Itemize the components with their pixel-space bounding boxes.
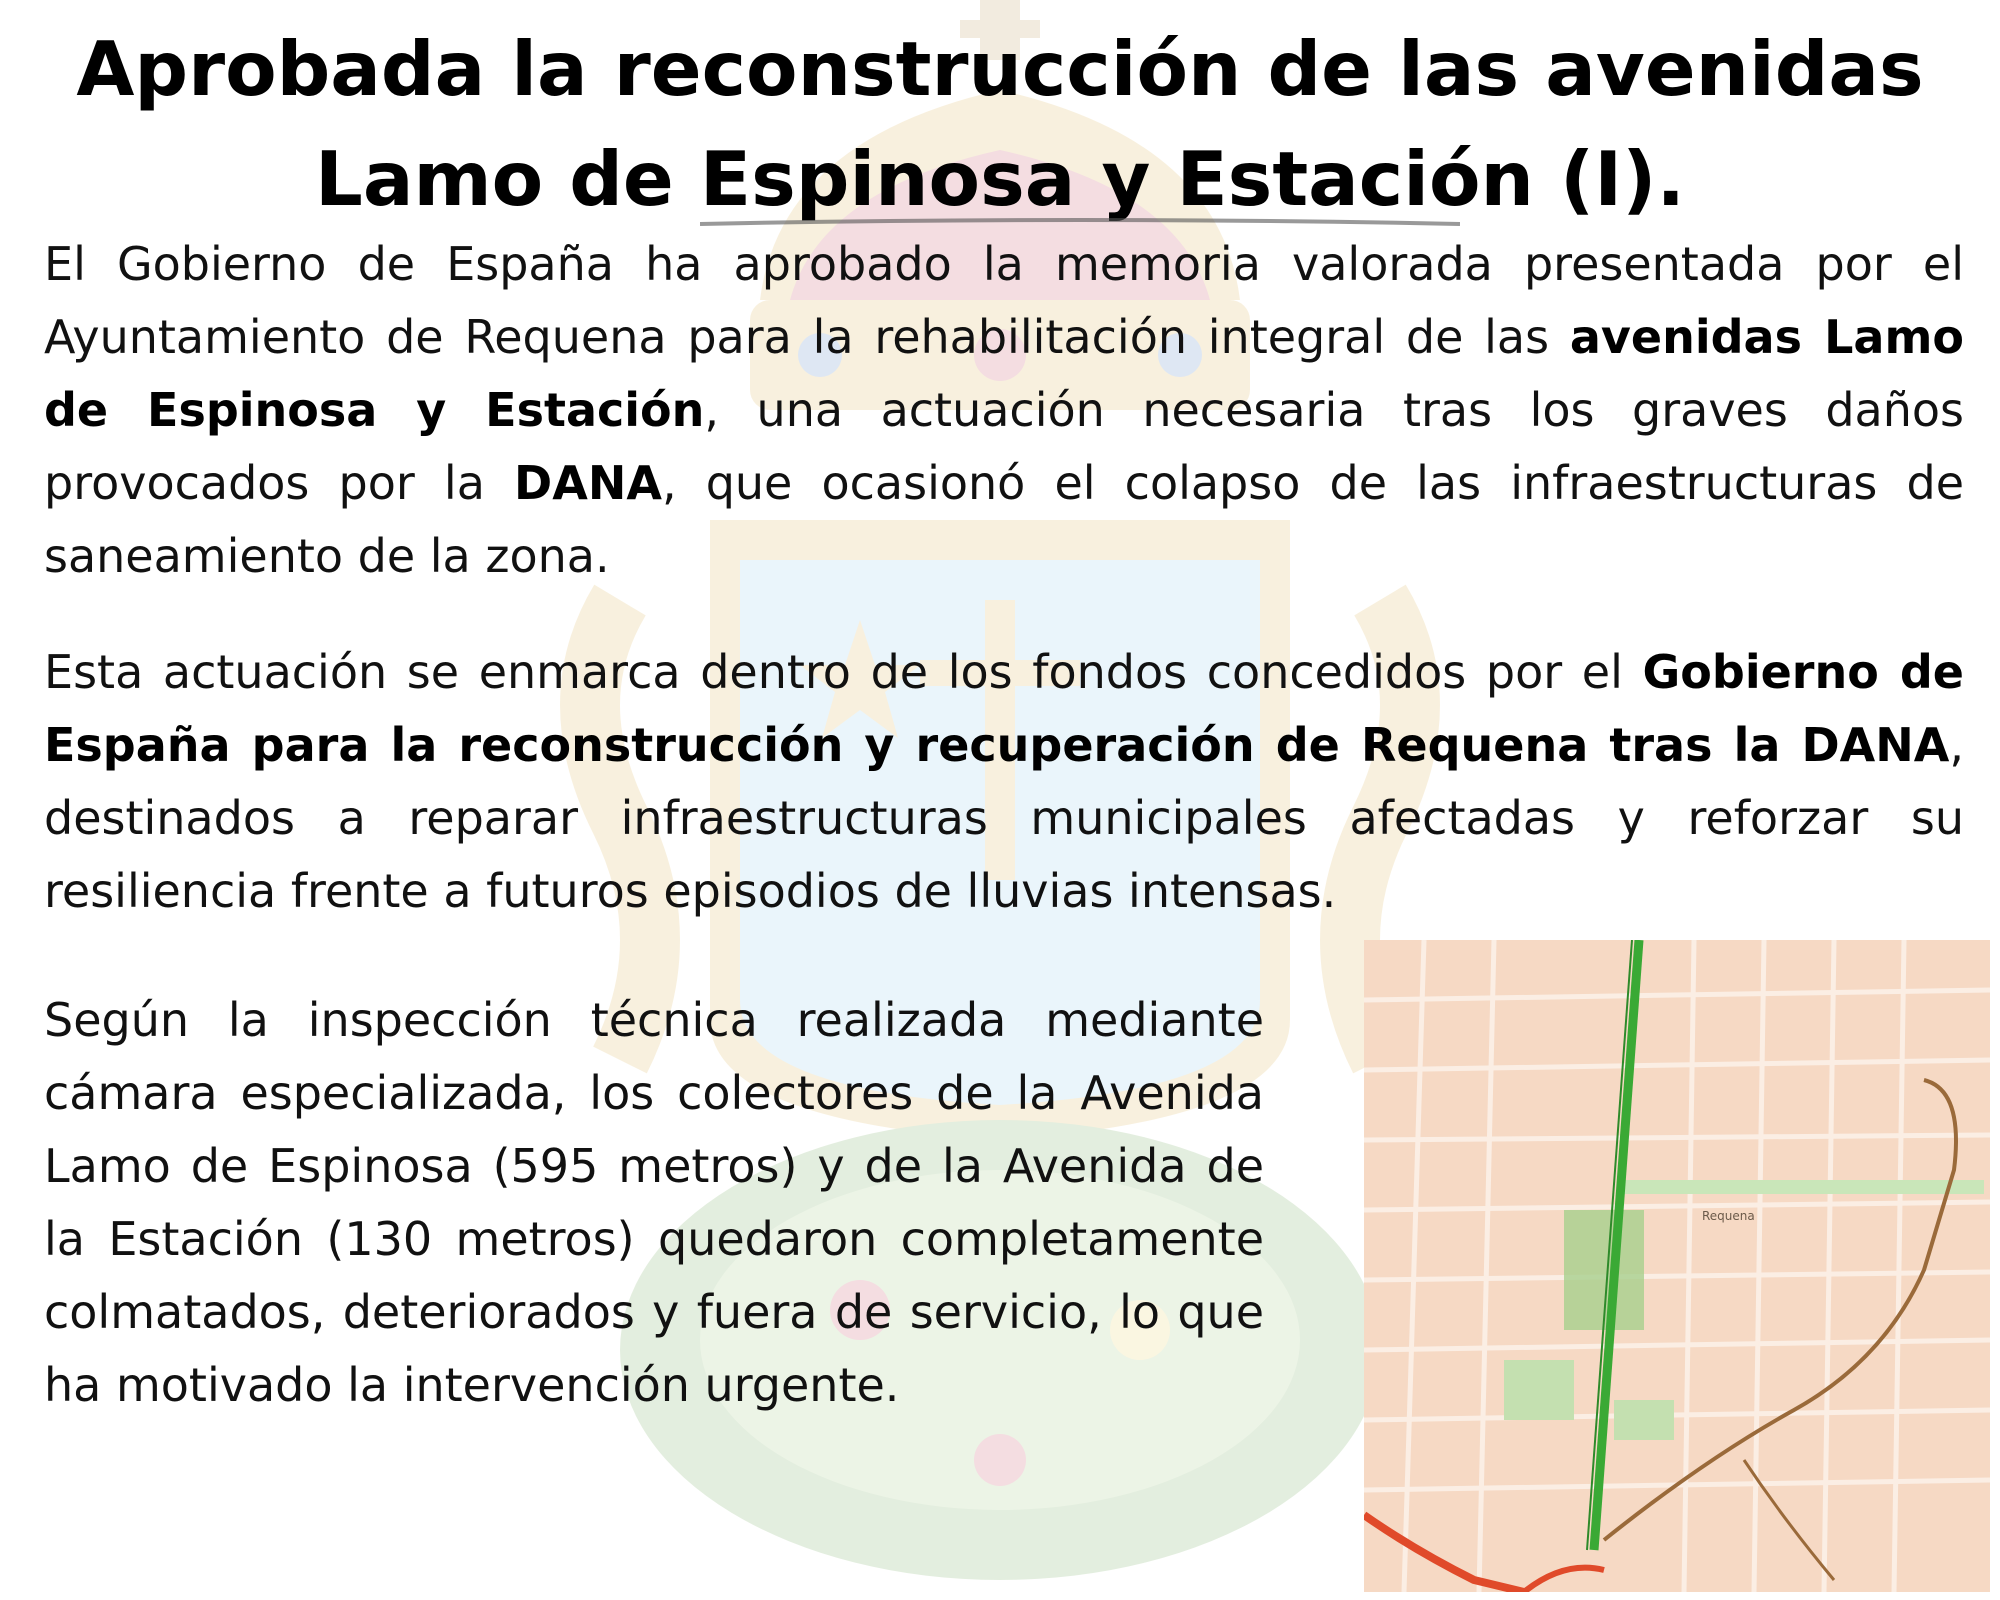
paragraph-1 xyxy=(44,228,1964,593)
paragraph-2-text-1: Esta actuación se enmarca dentro de los fondos concedidos por el xyxy=(44,645,1643,699)
map-place-label: Requena xyxy=(1702,1209,1755,1223)
paragraph-2-bold-1: Gobierno de España para la reconstrucción y recuperación de Requena tras la DANA xyxy=(44,645,1964,772)
paragraph-1-text-2: , una actuación necesaria tras los graves daños provocados por la xyxy=(44,383,1964,510)
title-underline xyxy=(700,214,1460,232)
paragraph-1-text-1: El Gobierno de España ha aprobado la memoria valorada presentada por el Ayuntamiento de Requena para la rehabilitación integral de las xyxy=(44,237,1964,364)
title-line-2: Lamo de Espinosa y Estación (I). xyxy=(315,135,1685,223)
title-line-1: Aprobada la reconstrucción de las avenidas xyxy=(76,25,1924,113)
paragraph-2-text-2: , destinados a reparar infraestructuras municipales afectadas y reforzar su resiliencia frente a futuros episodios de lluvias intensas. xyxy=(44,718,1964,918)
paragraph-1-text-3: , que ocasionó el colapso de las infraestructuras de saneamiento de la zona. xyxy=(44,456,1964,583)
paragraph-2 xyxy=(44,636,1964,928)
street-map xyxy=(1364,940,1990,1592)
paragraph-1-bold-2: DANA xyxy=(514,456,662,510)
paragraph-1-bold-1: avenidas Lamo de Espinosa y Estación xyxy=(44,310,1964,437)
article-title xyxy=(40,14,1960,234)
paragraph-3: Según la inspección técnica realizada mediante cámara especializada, los colectores de la Avenida Lamo de Espinosa (595 metros) y de la Avenida de la Estación (130 metros) quedaron completamente colmatados, deteriorados y fuera de servicio, lo que ha motivado la intervención urgente. xyxy=(44,993,1264,1412)
